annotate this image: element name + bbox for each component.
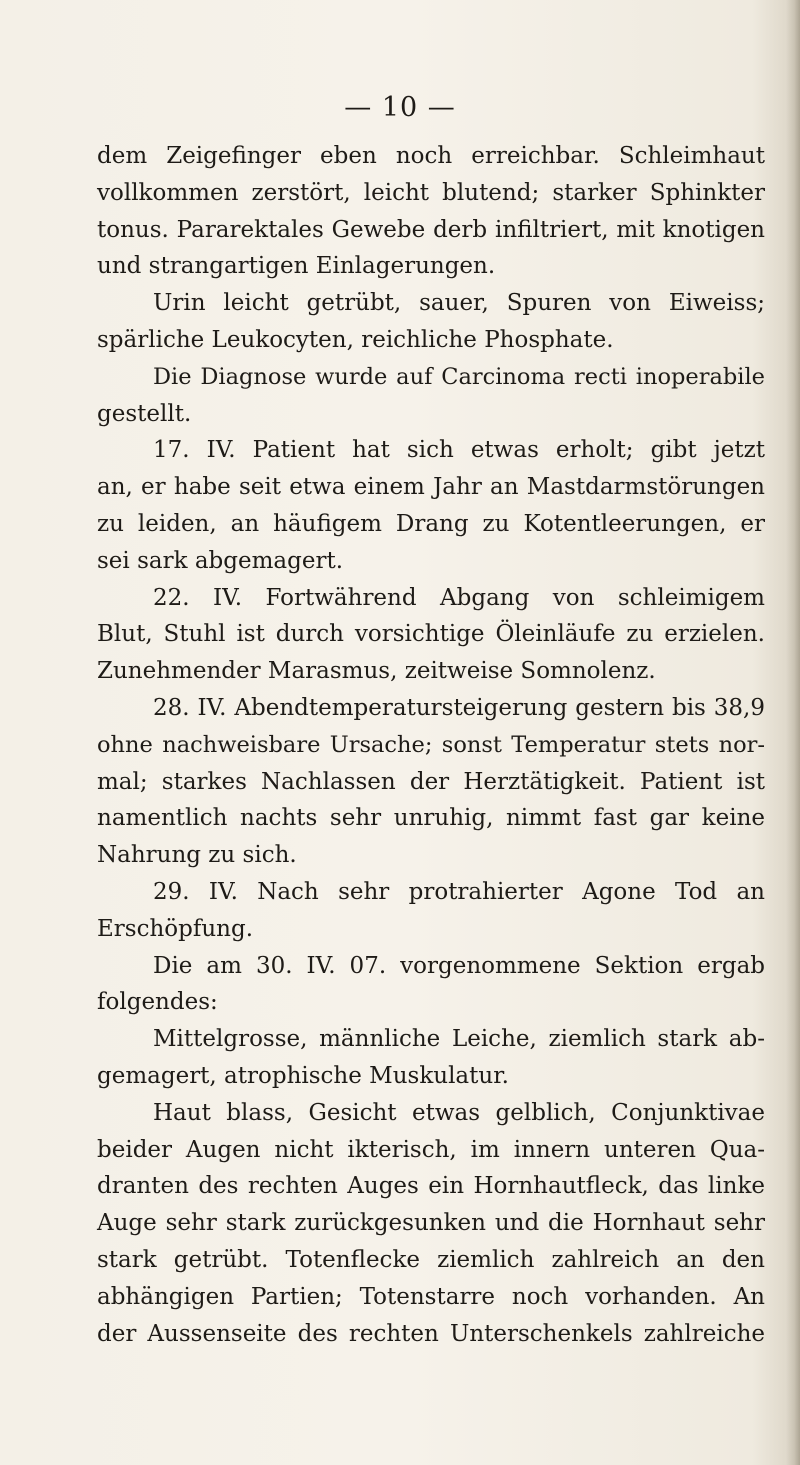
- text-line: vollkommen zerstört, leicht blutend; starker Sphinkter: [97, 179, 765, 206]
- text-line: Urin leicht getrübt, sauer, Spuren von Eiweiss;: [153, 290, 765, 317]
- page-edge-shadow: [786, 0, 800, 1465]
- text-line: ohne nachweisbare Ursache; sonst Temperatur stets nor-: [97, 731, 765, 758]
- text-line: folgendes:: [97, 989, 218, 1016]
- text-line: Auge sehr stark zurückgesunken und die Hornhaut sehr: [97, 1210, 765, 1237]
- text-line: Zunehmender Marasmus, zeitweise Somnolenz.: [97, 658, 656, 685]
- text-line: Die am 30. IV. 07. vorgenommene Sektion ergab: [153, 952, 765, 979]
- text-line: mal; starkes Nachlassen der Herztätigkeit. Patient ist: [97, 768, 765, 795]
- text-line: spärliche Leukocyten, reichliche Phosphate.: [97, 326, 614, 353]
- text-line: Erschöpfung.: [97, 915, 254, 942]
- text-line: an, er habe seit etwa einem Jahr an Mastdarmstörungen: [97, 474, 765, 501]
- page-number: — 10 —: [344, 92, 456, 123]
- text-line: 17. IV. Patient hat sich etwas erholt; gibt jetzt: [153, 437, 765, 464]
- text-line: dranten des rechten Auges ein Hornhautfleck, das linke: [97, 1173, 765, 1200]
- text-line: gemagert, atrophische Muskulatur.: [97, 1062, 509, 1089]
- text-line: abhängigen Partien; Totenstarre noch vorhanden. An: [97, 1283, 765, 1310]
- text-line: 22. IV. Fortwährend Abgang von schleimigem: [153, 584, 765, 611]
- text-line: Die Diagnose wurde auf Carcinoma recti inoperabile: [153, 363, 765, 390]
- text-line: namentlich nachts sehr unruhig, nimmt fast gar keine: [97, 805, 765, 832]
- text-line: und strangartigen Einlagerungen.: [97, 253, 496, 280]
- text-line: tonus. Pararektales Gewebe derb infiltriert, mit knotigen: [97, 216, 765, 243]
- text-line: 29. IV. Nach sehr protrahierter Agone Tod an: [153, 878, 765, 905]
- text-line: Mittelgrosse, männliche Leiche, ziemlich stark ab-: [153, 1026, 765, 1053]
- body-text: [97, 138, 765, 1352]
- text-line: 28. IV. Abendtemperatursteigerung gestern bis 38,9: [153, 694, 765, 721]
- text-line: sei sark abgemagert.: [97, 547, 344, 574]
- text-line: Blut, Stuhl ist durch vorsichtige Öleinläufe zu erzielen.: [97, 621, 765, 648]
- text-line: stark getrübt. Totenflecke ziemlich zahlreich an den: [97, 1246, 765, 1273]
- text-line: der Aussenseite des rechten Unterschenkels zahlreiche: [97, 1320, 765, 1347]
- text-line: dem Zeigefinger eben noch erreichbar. Schleimhaut: [97, 143, 765, 169]
- text-line: gestellt.: [97, 400, 192, 427]
- text-line: Haut blass, Gesicht etwas gelblich, Conjunktivae: [153, 1099, 765, 1126]
- text-line: Nahrung zu sich.: [97, 842, 297, 869]
- text-line: beider Augen nicht ikterisch, im innern unteren Qua-: [97, 1136, 765, 1163]
- text-line: zu leiden, an häufigem Drang zu Kotentleerungen, er: [97, 510, 765, 537]
